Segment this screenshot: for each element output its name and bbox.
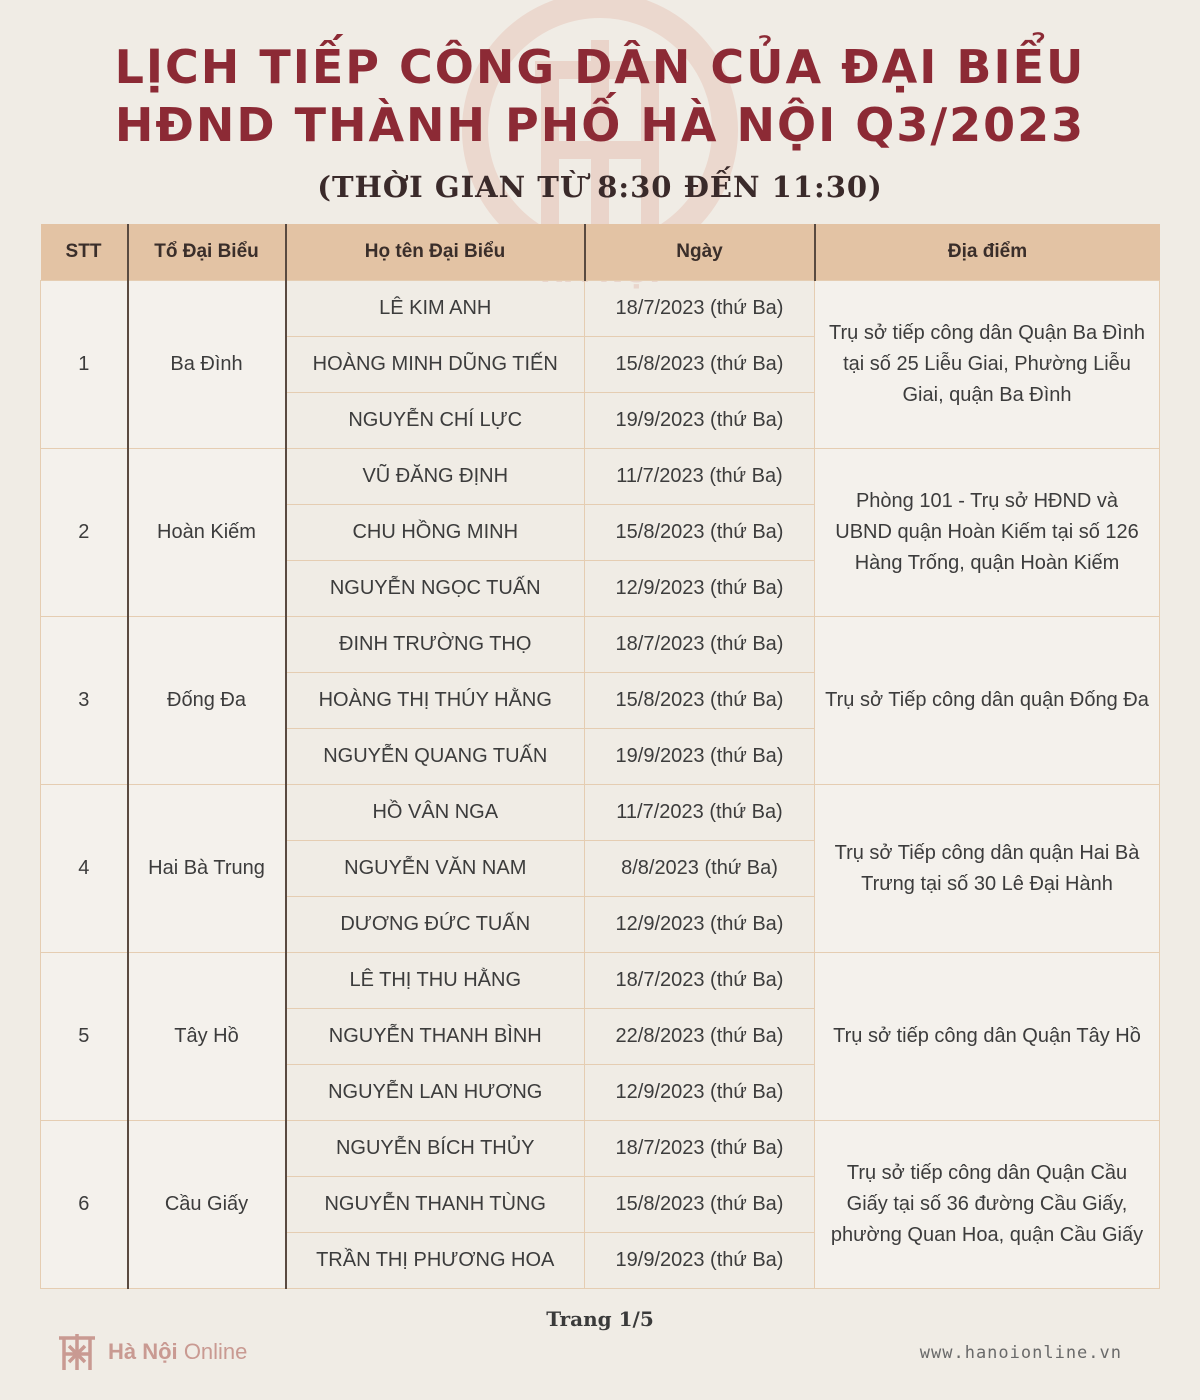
header-ho-ten: Họ tên Đại Biểu (286, 224, 585, 281)
header-stt: STT (41, 224, 128, 281)
hanoi-online-logo-icon (56, 1332, 98, 1372)
title-line-2: HĐND THÀNH PHỐ HÀ NỘI Q3/2023 (114, 98, 1086, 152)
page-number: Trang 1/5 (546, 1307, 654, 1331)
brand-name-light: Online (183, 1339, 248, 1364)
table-body (41, 281, 1160, 1289)
delegate-name-cell: NGUYỄN CHÍ LỰC (286, 393, 585, 449)
date-cell: 15/8/2023 (thứ Ba) (585, 505, 815, 561)
location-cell: Trụ sở tiếp công dân Quận Ba Đình tại số 25 Liễu Giai, Phường Liễu Giai, quận Ba Đình (815, 281, 1160, 449)
to-dai-bieu-cell: Ba Đình (128, 281, 286, 449)
date-cell: 15/8/2023 (thứ Ba) (585, 1177, 815, 1233)
page-title (0, 38, 1200, 154)
to-dai-bieu-cell: Tây Hồ (128, 953, 286, 1121)
delegate-name-cell: NGUYỄN QUANG TUẤN (286, 729, 585, 785)
delegate-name-cell: CHU HỒNG MINH (286, 505, 585, 561)
date-cell: 18/7/2023 (thứ Ba) (585, 281, 815, 337)
date-cell: 12/9/2023 (thứ Ba) (585, 561, 815, 617)
delegate-name-cell: NGUYỄN NGỌC TUẤN (286, 561, 585, 617)
title-line-1: LỊCH TIẾP CÔNG DÂN CỦA ĐẠI BIỂU (114, 40, 1086, 94)
to-dai-bieu-cell: Đống Đa (128, 617, 286, 785)
date-cell: 15/8/2023 (thứ Ba) (585, 337, 815, 393)
date-cell: 8/8/2023 (thứ Ba) (585, 841, 815, 897)
delegate-name-cell: NGUYỄN LAN HƯƠNG (286, 1065, 585, 1121)
website-url: www.hanoionline.vn (919, 1343, 1122, 1363)
table-row (41, 281, 1160, 337)
brand-logo (56, 1330, 247, 1374)
table-row (41, 617, 1160, 673)
delegate-name-cell: NGUYỄN THANH TÙNG (286, 1177, 585, 1233)
date-cell: 19/9/2023 (thứ Ba) (585, 729, 815, 785)
brand-name (108, 1339, 247, 1365)
table-header (41, 224, 1160, 281)
delegate-name-cell: NGUYỄN THANH BÌNH (286, 1009, 585, 1065)
stt-cell: 2 (41, 449, 128, 617)
to-dai-bieu-cell: Hoàn Kiếm (128, 449, 286, 617)
to-dai-bieu-cell: Cầu Giấy (128, 1121, 286, 1289)
delegate-name-cell: HOÀNG MINH DŨNG TIẾN (286, 337, 585, 393)
date-cell: 22/8/2023 (thứ Ba) (585, 1009, 815, 1065)
delegate-name-cell: LÊ THỊ THU HẰNG (286, 953, 585, 1009)
location-cell: Trụ sở tiếp công dân Quận Cầu Giấy tại số 36 đường Cầu Giấy, phường Quan Hoa, quận Cầu Giấy (815, 1121, 1160, 1289)
page-subtitle: (THỜI GIAN TỪ 8:30 ĐẾN 11:30) (317, 170, 883, 204)
to-dai-bieu-cell: Hai Bà Trung (128, 785, 286, 953)
delegate-name-cell: HỒ VÂN NGA (286, 785, 585, 841)
header-to-dai-bieu: Tổ Đại Biểu (128, 224, 286, 281)
stt-cell: 1 (41, 281, 128, 449)
delegate-name-cell: NGUYỄN BÍCH THỦY (286, 1121, 585, 1177)
date-cell: 18/7/2023 (thứ Ba) (585, 617, 815, 673)
table-row (41, 449, 1160, 505)
date-cell: 11/7/2023 (thứ Ba) (585, 785, 815, 841)
delegate-name-cell: ĐINH TRƯỜNG THỌ (286, 617, 585, 673)
delegate-name-cell: TRẦN THỊ PHƯƠNG HOA (286, 1233, 585, 1289)
delegate-name-cell: VŨ ĐĂNG ĐỊNH (286, 449, 585, 505)
delegate-name-cell: DƯƠNG ĐỨC TUẤN (286, 897, 585, 953)
schedule-table (40, 224, 1160, 1289)
location-cell: Trụ sở tiếp công dân Quận Tây Hồ (815, 953, 1160, 1121)
table-row (41, 1121, 1160, 1177)
table-row (41, 785, 1160, 841)
date-cell: 19/9/2023 (thứ Ba) (585, 1233, 815, 1289)
stt-cell: 3 (41, 617, 128, 785)
date-cell: 18/7/2023 (thứ Ba) (585, 1121, 815, 1177)
location-cell: Trụ sở Tiếp công dân quận Đống Đa (815, 617, 1160, 785)
date-cell: 19/9/2023 (thứ Ba) (585, 393, 815, 449)
date-cell: 12/9/2023 (thứ Ba) (585, 897, 815, 953)
location-cell: Phòng 101 - Trụ sở HĐND và UBND quận Hoàn Kiếm tại số 126 Hàng Trống, quận Hoàn Kiếm (815, 449, 1160, 617)
table-row (41, 953, 1160, 1009)
delegate-name-cell: HOÀNG THỊ THÚY HẰNG (286, 673, 585, 729)
delegate-name-cell: NGUYỄN VĂN NAM (286, 841, 585, 897)
date-cell: 18/7/2023 (thứ Ba) (585, 953, 815, 1009)
stt-cell: 4 (41, 785, 128, 953)
location-cell: Trụ sở Tiếp công dân quận Hai Bà Trưng tại số 30 Lê Đại Hành (815, 785, 1160, 953)
brand-name-bold: Hà Nội (108, 1339, 178, 1364)
stt-cell: 6 (41, 1121, 128, 1289)
delegate-name-cell: LÊ KIM ANH (286, 281, 585, 337)
stt-cell: 5 (41, 953, 128, 1121)
header-dia-diem: Địa điểm (815, 224, 1160, 281)
date-cell: 15/8/2023 (thứ Ba) (585, 673, 815, 729)
date-cell: 12/9/2023 (thứ Ba) (585, 1065, 815, 1121)
header-ngay: Ngày (585, 224, 815, 281)
date-cell: 11/7/2023 (thứ Ba) (585, 449, 815, 505)
